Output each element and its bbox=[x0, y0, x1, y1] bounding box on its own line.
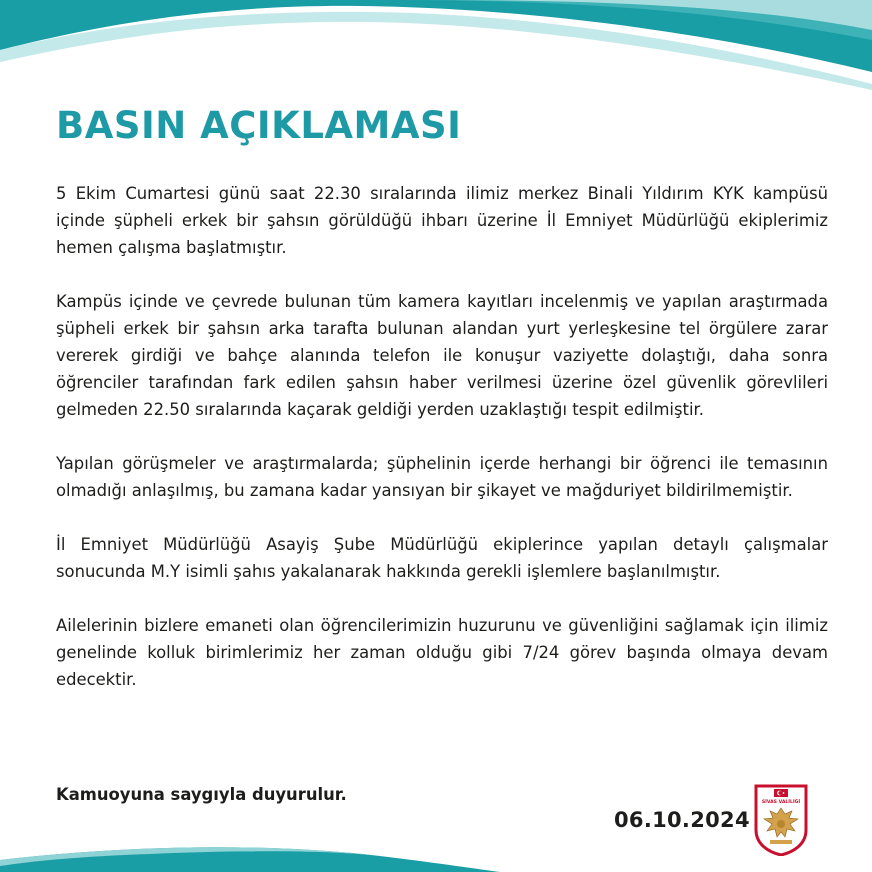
seal-label: SİVAS VALİLİĞİ bbox=[761, 800, 801, 805]
paragraph: Yapılan görüşmeler ve araştırmalarda; şüphelinin içerde herhangi bir öğrenci ile temasının olmadığı anlaşılmış, bu zamana kadar yansıyan bir şikayet ve mağduriyet bildirilmemiştir. bbox=[56, 454, 828, 500]
page-title: BASIN AÇIKLAMASI bbox=[56, 104, 462, 147]
paragraph: İl Emniyet Müdürlüğü Asayiş Şube Müdürlüğü ekiplerince yapılan detaylı çalışmalar sonucunda M.Y isimli şahıs yakalanarak hakkında gerekli işlemlere başlanılmıştır. bbox=[56, 535, 828, 581]
paragraph: Ailelerinin bizlere emaneti olan öğrencilerimizin huzurunu ve güvenliğini sağlamak için ilimiz genelinde kolluk birimlerimiz her zaman olduğu gibi 7/24 görev başında olmaya devam edecektir. bbox=[56, 616, 828, 689]
statement-body bbox=[56, 180, 828, 720]
statement-date: 06.10.2024 bbox=[614, 808, 750, 832]
bottom-wave-decoration bbox=[0, 842, 872, 872]
closing-line: Kamuoyuna saygıyla duyurulur. bbox=[56, 785, 347, 804]
paragraph: Kampüs içinde ve çevrede bulunan tüm kamera kayıtları incelenmiş ve yapılan araştırmada şüpheli erkek bir şahsın arka tarafta bulunan alandan yurt yerleşkesine tel örgülere zarar vererek girdiği ve bahçe alanında telefon ile konuşur vaziyette dolaştığı, daha sonra öğrenciler tarafından fark edilen şahsın haber verilmesi üzerine özel güvenlik görevlileri gelmeden 22.50 sıralarında kaçarak geldiği yerden uzaklaştığı tespit edilmiştir. bbox=[56, 292, 828, 419]
top-wave-decoration bbox=[0, 0, 872, 110]
paragraph: 5 Ekim Cumartesi günü saat 22.30 sıralarında ilimiz merkez Binali Yıldırım KYK kampüsü içinde şüpheli erkek bir şahsın görüldüğü ihbarı üzerine İl Emniyet Müdürlüğü ekiplerimiz hemen çalışma başlatmıştır. bbox=[56, 184, 828, 257]
